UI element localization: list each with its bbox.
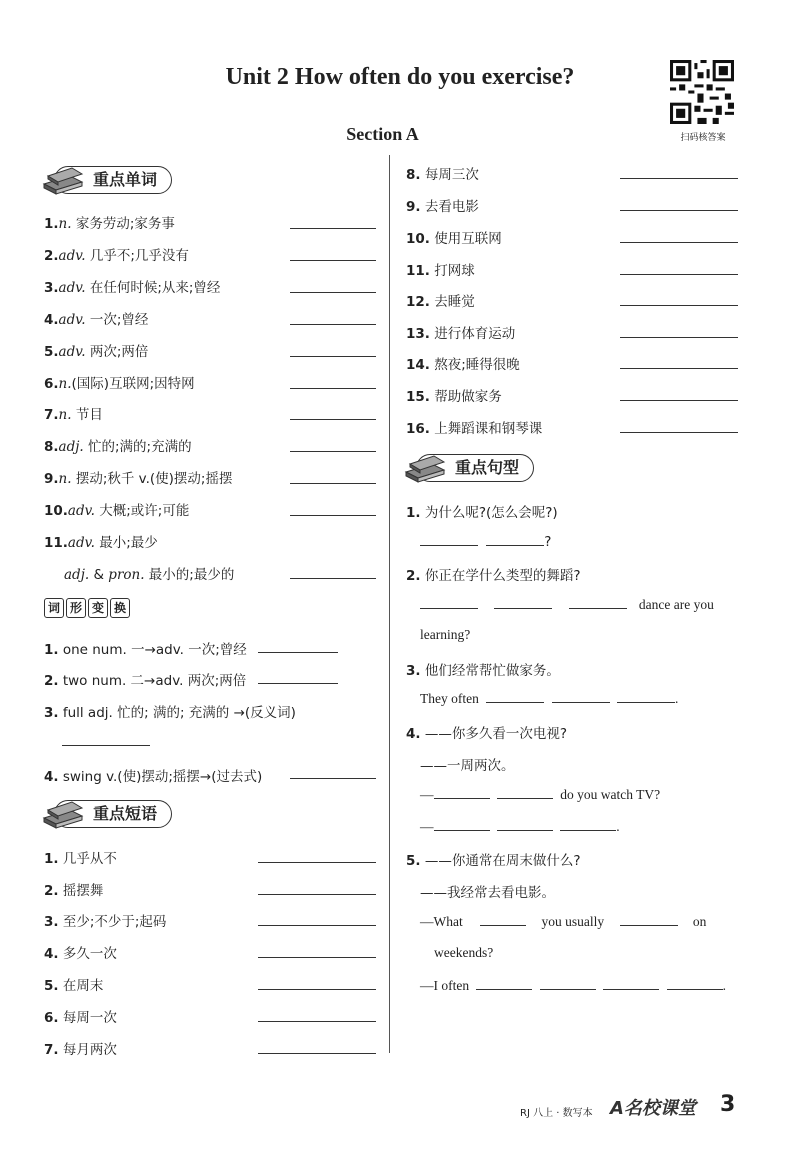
answer-line[interactable] [258,894,376,895]
badge-label: 重点句型 [416,454,534,482]
phrase-item: 9. 去看电影 [406,199,479,215]
sentence-item: 5. ——你通常在周末做什么? [406,853,581,869]
answer-line[interactable] [290,451,376,452]
books-icon [40,796,86,830]
badge-label: 重点短语 [54,800,172,828]
phrase-item: 5. 在周末 [44,978,104,994]
answer-line[interactable] [290,388,376,389]
answer-line[interactable] [290,292,376,293]
answer-line[interactable] [486,690,544,703]
vocab-item: 6.n.(国际)互联网;因特网 [44,376,195,392]
word-form-item: 1. one num. 一→adv. 一次;曾经 [44,642,247,658]
phrase-item: 1. 几乎从不 [44,851,117,867]
phrase-item: 12. 去睡觉 [406,294,475,310]
badge-label: 重点单词 [54,166,172,194]
phrase-item: 7. 每月两次 [44,1042,117,1058]
sentence-blank-row: — do you watch TV? [420,787,661,802]
phrase-item: 14. 熬夜;睡得很晚 [406,357,520,373]
answer-line[interactable] [617,690,675,703]
answer-line[interactable] [434,818,490,831]
sentence-item: 3. 他们经常帮忙做家务。 [406,663,560,679]
vocab-item: 4.adv. 一次;曾经 [44,312,149,328]
answer-line[interactable] [258,957,376,958]
answer-line[interactable] [603,977,659,990]
answer-line[interactable] [552,690,610,703]
page-number: 3 [720,1092,736,1117]
answer-line[interactable] [620,400,738,401]
word-form-item: 4. swing v.(使)摆动;摇摆→(过去式) [44,769,263,785]
column-divider [389,155,390,1053]
sentence-item: 4. ——你多久看一次电视? [406,726,567,742]
answer-line[interactable] [667,977,723,990]
books-icon [402,450,448,484]
phrase-item: 11. 打网球 [406,263,475,279]
sentence-item: 1. 为什么呢?(怎么会呢?) [406,505,558,521]
qr-caption: 扫码核答案 [680,133,726,143]
answer-line[interactable] [620,913,678,926]
footer-edition: RJ 八上 · 数写本 [520,1108,593,1119]
answer-line[interactable] [486,533,544,546]
badge-key-sentences [402,450,562,482]
answer-line[interactable] [290,356,376,357]
footer-brand-logo: A名校课堂 [610,1098,696,1119]
answer-line[interactable] [497,786,553,799]
answer-line[interactable] [258,925,376,926]
answer-line[interactable] [560,818,616,831]
sentence-continued: ——我经常去看电影。 [420,885,555,901]
sentence-blank-row: They often . [420,691,679,706]
answer-line[interactable] [258,862,376,863]
vocab-item: 3.adv. 在任何时候;从来;曾经 [44,280,221,296]
vocab-item: 10.adv. 大概;或许;可能 [44,503,190,519]
answer-line[interactable] [258,989,376,990]
sentence-continued: ——一周两次。 [420,758,515,774]
word-form-item: 2. two num. 二→adv. 两次;两倍 [44,673,247,689]
phrase-item: 2. 摇摆舞 [44,883,104,899]
books-icon [40,162,86,196]
answer-line[interactable] [290,228,376,229]
vocab-item: 5.adv. 两次;两倍 [44,344,149,360]
answer-line[interactable] [569,596,627,609]
answer-line[interactable] [476,977,532,990]
answer-line[interactable] [290,324,376,325]
answer-line[interactable] [620,337,738,338]
word-form-item: 3. full adj. 忙的; 满的; 充满的 →(反义词) [44,705,296,721]
sentence-blank-row: ? [420,533,551,550]
phrase-item: 10. 使用互联网 [406,231,502,247]
sentence-blank-row: — . [420,819,620,834]
answer-line[interactable] [480,913,526,926]
vocab-item: 7.n. 节目 [44,407,103,423]
answer-line[interactable] [620,432,738,433]
sentence-continued: weekends? [434,945,494,960]
answer-line[interactable] [62,745,150,746]
sentence-blank-row: —What you usually on [420,914,707,929]
answer-line[interactable] [434,786,490,799]
vocab-item: adj. & pron. 最小的;最少的 [64,567,235,583]
answer-line[interactable] [540,977,596,990]
phrase-item: 15. 帮助做家务 [406,389,502,405]
sentence-blank-row: dance are you [420,596,714,613]
answer-line[interactable] [290,578,376,579]
vocab-item: 2.adv. 几乎不;几乎没有 [44,248,189,264]
answer-line[interactable] [420,533,478,546]
phrase-item: 6. 每周一次 [44,1010,117,1026]
answer-line[interactable] [497,818,553,831]
phrase-item: 8. 每周三次 [406,167,479,183]
badge-key-words [40,162,200,194]
answer-line[interactable] [258,683,338,684]
answer-line[interactable] [290,515,376,516]
answer-line[interactable] [620,210,738,211]
vocab-item: 8.adj. 忙的;满的;充满的 [44,439,192,455]
answer-line[interactable] [620,242,738,243]
answer-line[interactable] [258,652,338,653]
sentence-item: 2. 你正在学什么类型的舞蹈? [406,568,581,584]
phrase-item: 13. 进行体育运动 [406,326,516,342]
answer-line[interactable] [290,778,376,779]
answer-line[interactable] [290,483,376,484]
phrase-item: 4. 多久一次 [44,946,117,962]
answer-line[interactable] [290,419,376,420]
sentence-blank-row: —I often . [420,978,726,993]
answer-line[interactable] [258,1021,376,1022]
vocab-item: 11.adv. 最小;最少 [44,535,158,551]
sentence-continued: learning? [420,627,471,642]
page-title: Unit 2 How often do you exercise? [225,64,575,90]
qr-code-icon[interactable] [670,60,734,124]
answer-line[interactable] [420,596,478,609]
badge-word-forms: 词 形 变 换 [44,598,132,618]
answer-line[interactable] [258,1053,376,1054]
answer-line[interactable] [620,368,738,369]
phrase-item: 3. 至少;不少于;起码 [44,914,167,930]
badge-key-phrases [40,796,200,828]
answer-line[interactable] [620,178,738,179]
answer-line[interactable] [494,596,552,609]
vocab-item: 1.n. 家务劳动;家务事 [44,216,175,232]
answer-line[interactable] [620,274,738,275]
answer-line[interactable] [290,260,376,261]
phrase-item: 16. 上舞蹈课和钢琴课 [406,421,543,437]
answer-line[interactable] [620,305,738,306]
section-title: Section A [346,124,419,144]
vocab-item: 9.n. 摆动;秋千 v.(使)摆动;摇摆 [44,471,233,487]
